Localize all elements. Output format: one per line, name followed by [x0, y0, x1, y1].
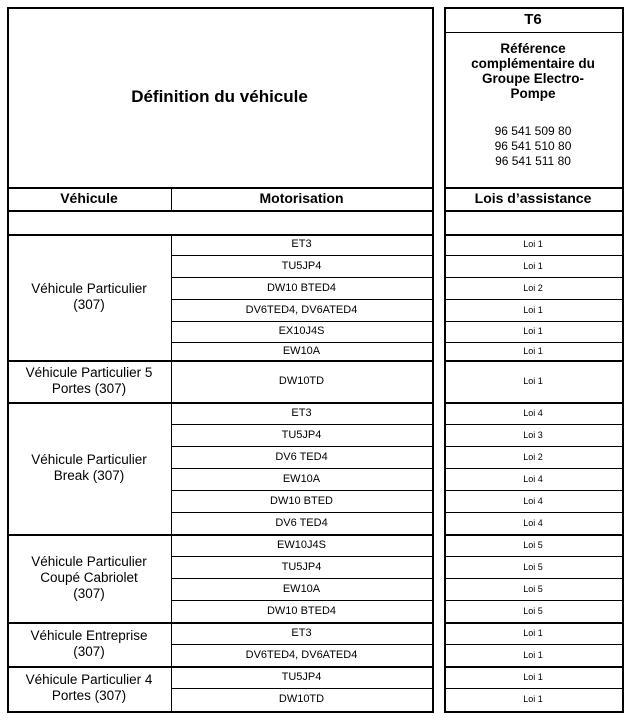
engine-cell: DV6TED4, DV6ATED4 [245, 648, 358, 661]
assistance-law-cell: Loi 3 [523, 429, 543, 440]
assistance-law-cell: Loi 4 [523, 473, 543, 484]
assistance-law-cell: Loi 1 [523, 326, 543, 337]
frame-bottom [7, 711, 433, 713]
assistance-law-cell: Loi 1 [523, 345, 543, 356]
engine-cell: EW10A [282, 582, 321, 595]
engine-cell: EX10J4S [278, 325, 325, 338]
assistance-law-cell: Loi 2 [523, 451, 543, 462]
vehicle-group-label: Véhicule Particulier Coupé Cabriolet (307) [31, 553, 147, 602]
assistance-law-cell: Loi 1 [523, 671, 543, 682]
assistance-law-cell: Loi 4 [523, 407, 543, 418]
spacer-separator [7, 234, 432, 236]
engine-cell: EW10J4S [277, 538, 326, 551]
assistance-law-cell: Loi 5 [523, 539, 543, 550]
engine-cell: DW10 BTED [270, 494, 333, 507]
frame-top-right [444, 7, 624, 9]
engine-cell: ET3 [291, 238, 312, 251]
header-separator [7, 187, 432, 189]
column-header-engine: Motorisation [259, 190, 344, 207]
t6-title: T6 [524, 10, 542, 28]
engine-cell: ET3 [291, 626, 312, 639]
t6-separator [444, 32, 622, 33]
assistance-law-cell: Loi 2 [523, 282, 543, 293]
engine-cell: TU5JP4 [281, 428, 322, 441]
engine-cell: EW10A [282, 344, 321, 357]
column-header-assistance: Lois d’assistance [474, 190, 592, 207]
engine-cell: DV6 TED4 [275, 516, 328, 529]
assistance-law-cell: Loi 1 [523, 304, 543, 315]
assistance-law-cell: Loi 1 [523, 693, 543, 704]
frame-right [622, 7, 624, 713]
assistance-law-cell: Loi 1 [523, 239, 543, 250]
vehicle-group-label: Véhicule Entreprise (307) [30, 627, 148, 659]
engine-cell: DW10TD [278, 374, 325, 387]
engine-cell: TU5JP4 [281, 670, 322, 683]
assistance-law-cell: Loi 5 [523, 583, 543, 594]
header-separator [444, 187, 622, 189]
assistance-law-cell: Loi 1 [523, 649, 543, 660]
engine-cell: DW10 BTED4 [266, 281, 337, 294]
vehicle-group-label: Véhicule Particulier 4 Portes (307) [25, 671, 153, 703]
engine-cell: DV6TED4, DV6ATED4 [245, 303, 358, 316]
column-divider [171, 234, 172, 711]
column-divider [171, 187, 172, 210]
engine-cell: DW10 BTED4 [266, 604, 337, 617]
frame-bottom-right [444, 711, 624, 713]
assistance-law-cell: Loi 5 [523, 605, 543, 616]
assistance-law-cell: Loi 1 [523, 260, 543, 271]
frame-left [7, 7, 9, 711]
column-header-separator [444, 210, 622, 212]
engine-cell: EW10A [282, 472, 321, 485]
engine-cell: DV6 TED4 [275, 450, 328, 463]
divider-right [444, 7, 446, 713]
assistance-law-cell: Loi 1 [523, 375, 543, 386]
divider-left [432, 7, 434, 713]
assistance-law-cell: Loi 1 [523, 627, 543, 638]
engine-cell: ET3 [291, 406, 312, 419]
vehicle-group-label: Véhicule Particulier 5 Portes (307) [25, 364, 153, 396]
reference-numbers: 96 541 509 80 96 541 510 80 96 541 511 80 [494, 123, 572, 168]
engine-cell: TU5JP4 [281, 259, 322, 272]
assistance-law-cell: Loi 5 [523, 561, 543, 572]
column-header-vehicle: Véhicule [60, 190, 118, 207]
vehicle-group-label: Véhicule Particulier Break (307) [31, 451, 147, 483]
assistance-law-cell: Loi 4 [523, 495, 543, 506]
column-header-separator [7, 210, 432, 212]
reference-label: Référence complémentaire du Groupe Electro- Pompe [471, 40, 595, 102]
spacer-separator [444, 234, 622, 236]
assistance-law-cell: Loi 4 [523, 517, 543, 528]
vehicle-group-label: Véhicule Particulier (307) [31, 280, 147, 312]
engine-cell: TU5JP4 [281, 560, 322, 573]
definition-title: Définition du véhicule [131, 87, 308, 107]
engine-cell: DW10TD [278, 692, 325, 705]
frame-top [7, 7, 433, 9]
